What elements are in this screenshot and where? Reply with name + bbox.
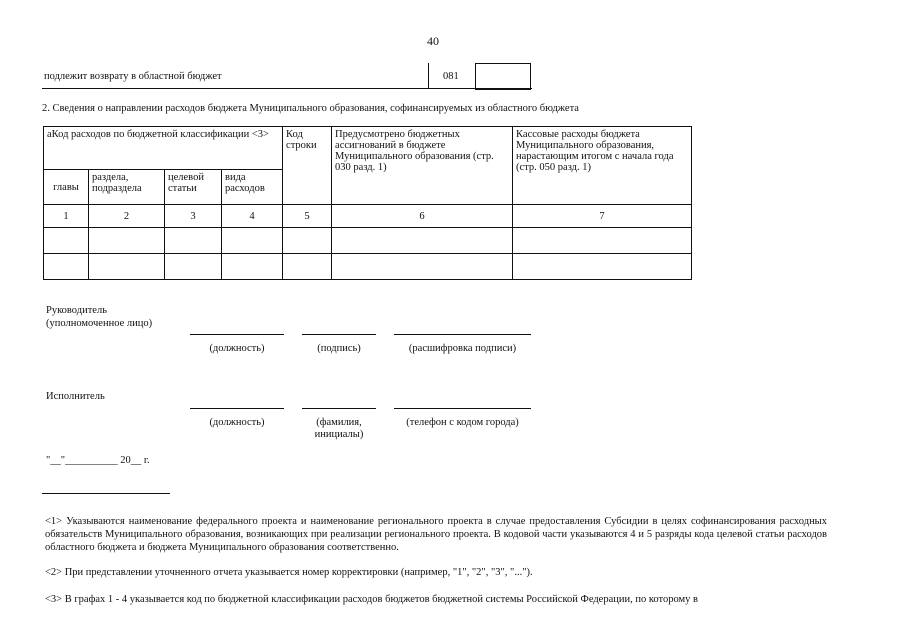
head-sublabel: (уполномоченное лицо) [46, 318, 153, 329]
column-number: 5 [283, 205, 332, 228]
table-cell [332, 254, 513, 280]
row-underline [42, 88, 532, 89]
column-number: 2 [89, 205, 165, 228]
executor-name-caption: (фамилия, инициалы) [314, 417, 364, 440]
header-cash-expenses: Кассовые расходы бюджета Муниципального образования, нарастающим итогом с начала года (стр. 050 разд. 1) [513, 127, 692, 205]
table-row [44, 228, 692, 254]
header-section: раздела, подраздела [89, 170, 165, 205]
column-number: 4 [222, 205, 283, 228]
footnote-2: <2> При представлении уточненного отчета указывается номер корректировки (например, "1", "2", "3", "..."). [45, 567, 533, 578]
head-position-caption: (должность) [209, 343, 265, 354]
column-number: 3 [165, 205, 222, 228]
return-row-code: 081 [443, 71, 459, 82]
return-row [42, 63, 532, 89]
executor-phone-caption: (телефон с кодом города) [406, 417, 519, 428]
column-number: 1 [44, 205, 89, 228]
executor-position-line [190, 408, 284, 409]
head-label: Руководитель [46, 305, 107, 316]
header-expense-type: вида расходов [222, 170, 283, 205]
footnote-1: <1> Указываются наименование федерального проекта и наименование регионального проекта в случае предоставления Субсидии в целях софинансирования расходных обязательств Муниципального образования, возникающих при реализации регионального проекта. В кодовой части указываются 4 и 5 разряды кода целевой статьи расходов областного бюджета и бюджета Муниципального образования соответственно. [45, 516, 827, 553]
header-budget-classification: аКод расходов по бюджетной классификации <3> [44, 127, 283, 170]
head-signature-line [302, 334, 376, 335]
return-row-code-cell [428, 63, 476, 88]
footnote-3: <3> В графах 1 - 4 указывается код по бюджетной классификации расходов бюджетов бюджетной системы Российской Федерации, по которому в [45, 594, 699, 605]
table-cell [222, 254, 283, 280]
section-title: 2. Сведения о направлении расходов бюджета Муниципального образования, софинансируемых из областного бюджета [42, 103, 579, 114]
expenditure-table [43, 126, 692, 280]
table-cell [513, 254, 692, 280]
table-cell [165, 228, 222, 254]
head-name-line [394, 334, 531, 335]
column-number: 6 [332, 205, 513, 228]
table-cell [332, 228, 513, 254]
table-cell [89, 228, 165, 254]
return-row-label: подлежит возврату в областной бюджет [44, 71, 222, 82]
page-number: 40 [427, 34, 439, 48]
header-chapter: главы [44, 170, 89, 205]
table-cell [283, 228, 332, 254]
header-target-article: целевой статьи [165, 170, 222, 205]
header-planned-allocations: Предусмотрено бюджетных ассигнований в бюджете Муниципального образования (стр. 030 разд. 1) [332, 127, 513, 205]
executor-phone-line [394, 408, 531, 409]
table-row [44, 254, 692, 280]
footnote-separator [42, 493, 170, 494]
table-cell [222, 228, 283, 254]
date-line: "__"__________ 20__ г. [46, 455, 150, 466]
head-name-caption: (расшифровка подписи) [408, 343, 517, 354]
executor-position-caption: (должность) [209, 417, 265, 428]
return-row-value-box [475, 63, 531, 90]
table-cell [44, 228, 89, 254]
table-cell [513, 228, 692, 254]
table-cell [44, 254, 89, 280]
head-position-line [190, 334, 284, 335]
table-cell [283, 254, 332, 280]
executor-name-line [302, 408, 376, 409]
header-line-code: Код строки [283, 127, 332, 205]
executor-label: Исполнитель [46, 391, 105, 402]
table-cell [89, 254, 165, 280]
head-signature-caption: (подпись) [317, 343, 361, 354]
table-cell [165, 254, 222, 280]
column-number: 7 [513, 205, 692, 228]
